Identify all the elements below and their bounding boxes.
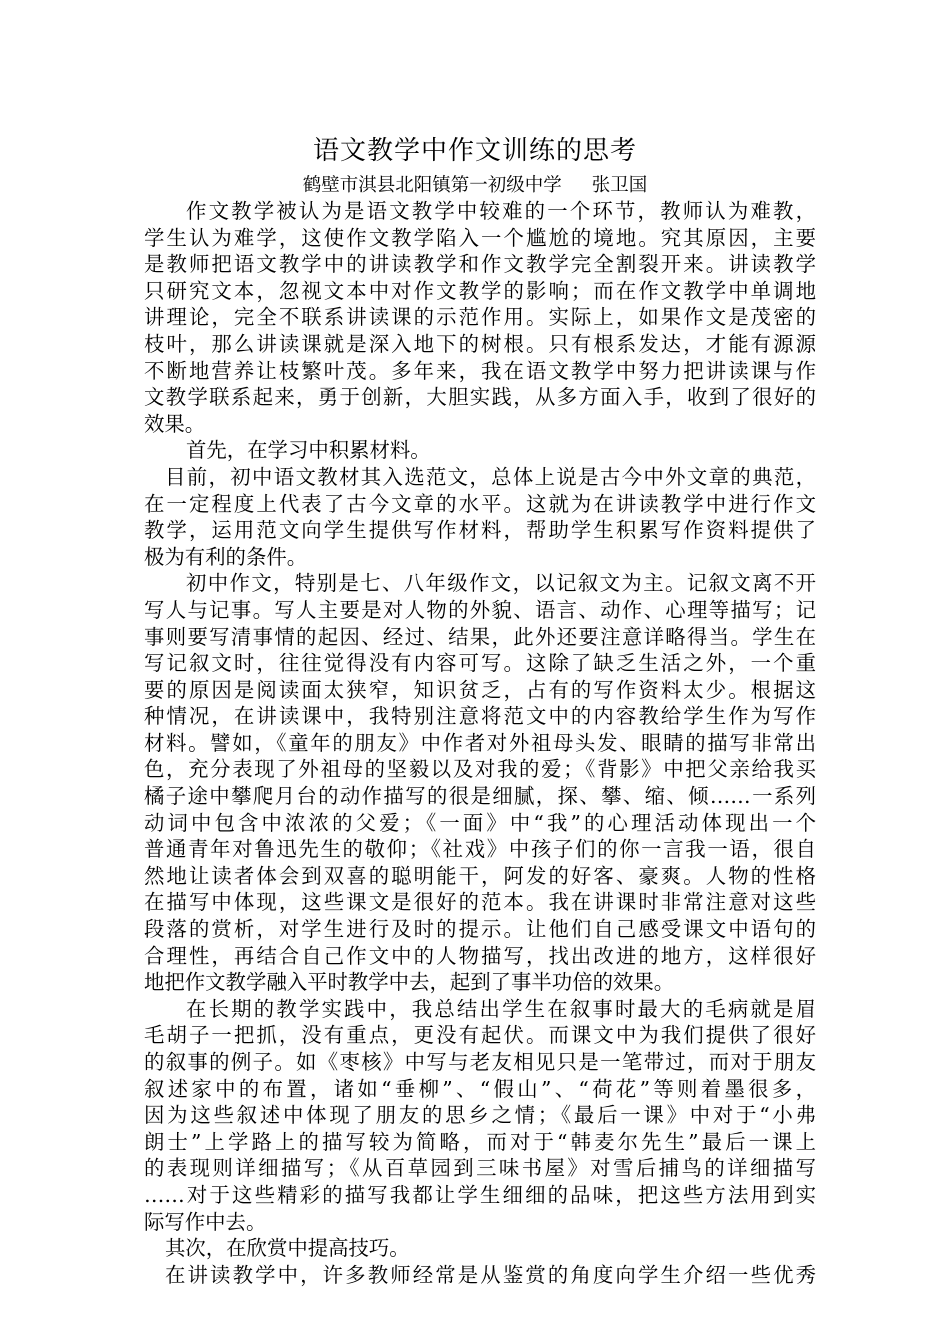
text-line: 要的原因是阅读面太狭窄，知识贫乏，占有的写作资料太少。根据这	[144, 677, 816, 702]
text-line: 事则要写清事情的起因、经过、结果，此外还要注意详略得当。学生在	[144, 624, 816, 649]
text-line: 合理性，再结合自己作文中的人物描写，找出改进的地方，这样很好	[144, 943, 816, 968]
text-line: 然地让读者体会到双喜的聪明能干，阿发的好客、豪爽。人物的性格	[144, 863, 816, 888]
text-line: 在描写中体现，这些课文是很好的范本。我在讲课时非常注意对这些	[144, 890, 816, 915]
school-name: 鹤壁市淇县北阳镇第一初级中学	[302, 175, 562, 196]
text-line: 因为这些叙述中体现了朋友的思乡之情；《最后一课》中对于“小弗	[144, 1103, 816, 1128]
text-line: 教学，运用范文向学生提供写作材料，帮助学生积累写作资料提供了	[144, 518, 816, 543]
text-line: 种情况，在讲读课中，我特别注意将范文中的内容教给学生作为写作	[144, 704, 816, 729]
text-line: 枝叶，那么讲读课就是深入地下的树根。只有根系发达，才能有源源	[144, 331, 816, 356]
text-line: 写人与记事。写人主要是对人物的外貌、语言、动作、心理等描写；记	[144, 597, 816, 622]
text-line: 地把作文教学融入平时教学中去，起到了事半功倍的效果。	[144, 970, 675, 995]
text-line: 目前，初中语文教材其入选范文，总体上说是古今中外文章的典范，	[165, 464, 816, 489]
text-line: 朗士”上学路上的描写较为简略，而对于“韩麦尔先生”最后一课上	[144, 1129, 816, 1154]
text-line: 文教学联系起来，勇于创新，大胆实践，从多方面入手，收到了很好的	[144, 385, 816, 410]
text-line: 的表现则详细描写；《从百草园到三味书屋》对雪后捕鸟的详细描写	[144, 1156, 816, 1181]
text-line: 作文教学被认为是语文教学中较难的一个环节，教师认为难教，	[186, 199, 816, 223]
text-line: 极为有利的条件。	[144, 544, 308, 569]
document-title: 语文教学中作文训练的思考	[312, 136, 637, 166]
text-line: 学生认为难学，这使作文教学陷入一个尴尬的境地。究其原因，主要	[144, 225, 816, 250]
text-line: 只研究文本，忽视文本中对作文教学的影响；而在作文教学中单调地	[144, 278, 816, 303]
text-line: 的叙事的例子。如《枣核》中写与老友相见只是一笔带过，而对于朋友	[144, 1050, 816, 1074]
text-line: 材料。譬如，《童年的朋友》中作者对外祖母头发、眼睛的描写非常出	[144, 730, 816, 755]
text-line: 毛胡子一把抓，没有重点，更没有起伏。而课文中为我们提供了很好	[144, 1023, 816, 1048]
section-heading: 其次，在欣赏中提高技巧。	[165, 1236, 410, 1261]
text-line: 色，充分表现了外祖母的坚毅以及对我的爱；《背影》中把父亲给我买	[144, 757, 816, 782]
text-line: 橘子途中攀爬月台的动作描写的很是细腻，探、攀、缩、倾……一系列	[144, 784, 816, 809]
text-line: 不断地营养让枝繁叶茂。多年来，我在语文教学中努力把讲读课与作	[144, 358, 816, 383]
text-line: 写记叙文时，往往觉得没有内容可写。这除了缺乏生活之外，一个重	[144, 651, 816, 676]
text-line: 普通青年对鲁迅先生的敬仰；《社戏》中孩子们的你一言我一语，很自	[144, 837, 816, 862]
text-line: 叙述家中的布置，诸如“垂柳”、“假山”、“荷花”等则着墨很多，	[144, 1076, 816, 1101]
author-byline	[0, 173, 950, 199]
text-line: 段落的赏析，对学生进行及时的提示。让他们自己感受课文中语句的	[144, 917, 816, 942]
text-line: 是教师把语文教学中的讲读教学和作文教学完全割裂开来。讲读教学	[144, 252, 816, 277]
article-body	[144, 198, 816, 1288]
section-heading: 首先，在学习中积累材料。	[186, 438, 431, 463]
text-line: ……对于这些精彩的描写我都让学生细细的品味，把这些方法用到实	[144, 1182, 816, 1207]
text-line: 在一定程度上代表了古今文章的水平。这就为在讲读教学中进行作文	[144, 491, 816, 516]
author-name: 张卫国	[591, 175, 648, 196]
text-line: 讲理论，完全不联系讲读课的示范作用。实际上，如果作文是茂密的	[144, 305, 816, 330]
text-line: 动词中包含中浓浓的父爱；《一面》中“我”的心理活动体现出一个	[144, 810, 816, 835]
text-line: 在长期的教学实践中，我总结出学生在叙事时最大的毛病就是眉	[186, 996, 816, 1021]
text-line: 效果。	[144, 411, 206, 436]
text-line: 初中作文，特别是七、八年级作文，以记叙文为主。记叙文离不开	[186, 571, 816, 596]
text-line: 际写作中去。	[144, 1209, 267, 1234]
text-line: 在讲读教学中，许多教师经常是从鉴赏的角度向学生介绍一些优秀	[165, 1262, 816, 1287]
